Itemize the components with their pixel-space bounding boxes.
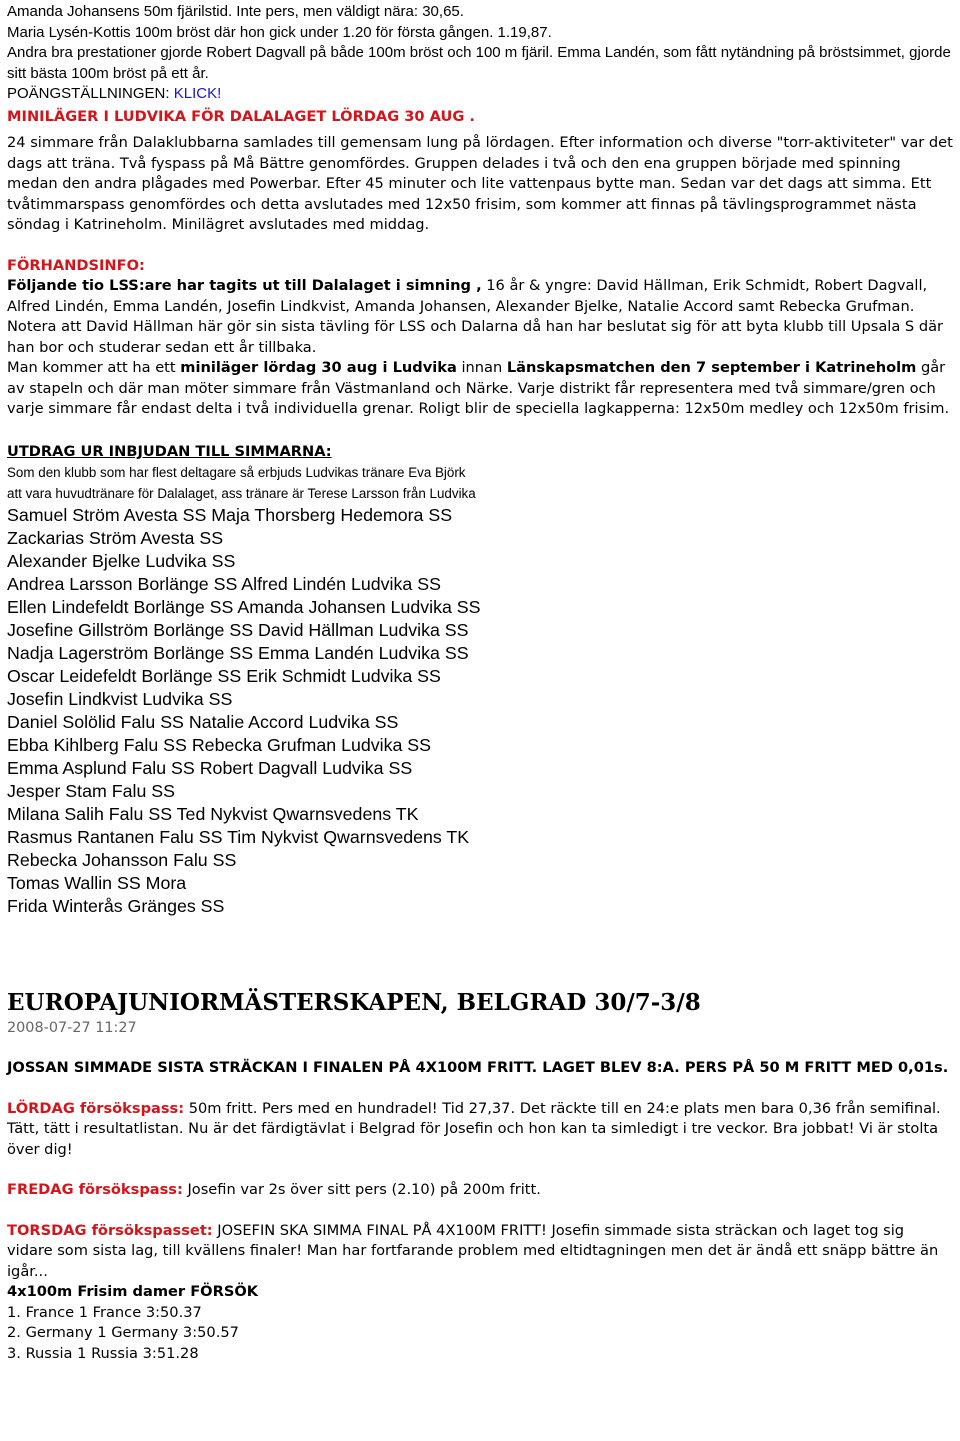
p3-d: går av stapeln och där man möter simmare från Västmanland och Närke. Varje distrikt får representera med två simmare/gren och varje simmare får endast delta i två individuella grenar. Roligt blir de speciella lagkapperna: 12x50m medley och 12x50m frisim. bbox=[7, 359, 950, 417]
result-row: 1. France 1 France 3:50.37 bbox=[7, 1303, 202, 1321]
spacer bbox=[7, 420, 953, 442]
fredag-label: FREDAG försökspass: bbox=[7, 1181, 183, 1198]
swimmer-entry: Tomas Wallin SS Mora bbox=[7, 873, 187, 893]
results-list bbox=[7, 1303, 953, 1365]
swimmer-entry: Oscar Leidefeldt Borlänge SS Erik Schmidt Ludvika SS bbox=[7, 666, 441, 686]
forhandsinfo-bold: Följande tio LSS:are har tagits ut till Dalalaget i simning , bbox=[7, 277, 482, 294]
swimmer-entry: Daniel Solölid Falu SS Natalie Accord Ludvika SS bbox=[7, 712, 399, 732]
swimmer-entry: Ebba Kihlberg Falu SS Rebecka Grufman Ludvika SS bbox=[7, 735, 432, 755]
lordag-label: LÖRDAG försökspass: bbox=[7, 1099, 185, 1117]
p3-bold-1: miniläger lördag 30 aug i Ludvika bbox=[180, 359, 457, 376]
spacer bbox=[7, 1038, 953, 1058]
spacer bbox=[7, 1160, 953, 1180]
lordag-text: 50m fritt. Pers med en hundradel! Tid 27,37. Det räckte till en 24:e plats men bara 0,36 från semifinal. Tätt, tätt i resultatlistan. Nu är det färdigtävlat i Belgrad för Josefin och hon kan ta simledigt i tre veckor. Bra jobbat! Vi är stolta över dig! bbox=[7, 1099, 941, 1158]
swimmer-entry: Milana Salih Falu SS Ted Nykvist Qwarnsvedens TK bbox=[7, 804, 419, 824]
utdrag-sentence-1: Som den klubb som har flest deltagare så erbjuds Ludvikas tränare Eva Björk bbox=[7, 465, 466, 480]
torsdag-label: TORSDAG försökspasset: bbox=[7, 1221, 213, 1239]
results-heading: 4x100m Frisim damer FÖRSÖK bbox=[7, 1283, 259, 1300]
swimmer-entry: Samuel Ström Avesta SS Maja Thorsberg Hedemora SS bbox=[7, 505, 453, 525]
swimmer-entry: Alexander Bjelke Ludvika SS bbox=[7, 551, 236, 571]
swimmer-entry: Ellen Lindefeldt Borlänge SS Amanda Johansen Ludvika SS bbox=[7, 597, 481, 617]
forhandsinfo-rest: 16 år & yngre: David Hällman, Erik Schmidt, Robert Dagvall, Alfred Lindén, Emma Landén, Josefin Lindkvist, Amanda Johansen, Alexander Bjelke, Natalie Accord samt Rebecka Grufman. bbox=[7, 277, 928, 315]
utdrag-heading: UTDRAG UR INBJUDAN TILL SIMMARNA: bbox=[7, 442, 332, 460]
fredag-paragraph bbox=[7, 1180, 953, 1201]
spacer bbox=[7, 1079, 953, 1099]
minilager-body: 24 simmare från Dalaklubbarna samlades till gemensam lung på lördagen. Efter information och diverse "torr-aktiviteter" var det dags att träna. Två fyspass på Må Bättre genomfördes. Gruppen delades i två och den ena gruppen började med spinning medan den andra plågades med Powerbar. Efter 45 minuter och lite vattenpaus bytte man. Sedan var det dags att simma. Ett tvåtimmarspass genomfördes och detta avslutades med 12x50 frisim, som kommer att finnas på tävlingsprogrammet nästa söndag i Katrineholm. Minilägret avslutades med middag. bbox=[7, 134, 953, 233]
swimmer-entry: Jesper Stam Falu SS bbox=[7, 781, 176, 801]
forhandsinfo-paragraph-3 bbox=[7, 358, 953, 420]
p3-a: Man kommer att ha ett bbox=[7, 359, 181, 376]
swimmer-list bbox=[7, 504, 953, 918]
result-row: 3. Russia 1 Russia 3:51.28 bbox=[7, 1344, 199, 1362]
article-lead: JOSSAN SIMMADE SISTA STRÄCKAN I FINALEN PÅ 4X100M FRITT. LAGET BLEV 8:A. PERS PÅ 50 M FRITT MED 0,01s. bbox=[7, 1059, 949, 1076]
swimmer-entry: Josefin Lindkvist Ludvika SS bbox=[7, 689, 233, 709]
torsdag-paragraph bbox=[7, 1221, 953, 1283]
minilager-heading: MINILÄGER I LUDVIKA FÖR DALALAGET LÖRDAG 30 AUG . bbox=[7, 107, 475, 125]
result-row: 2. Germany 1 Germany 3:50.57 bbox=[7, 1324, 239, 1341]
forhandsinfo-paragraph-2: Notera att David Hällman här gör sin sista tävling för LSS och Dalarna då han har beslutat sig för att byta klubb till Upsala S där han bor och studerar sedan ett år tillbaka. bbox=[7, 318, 944, 356]
intro-line-3: Andra bra prestationer gjorde Robert Dagvall på både 100m bröst och 100 m fjäril. Emma Landén, som fått nytändning på bröstsimmet, gjorde sitt bästa 100m bröst på ett år. bbox=[7, 44, 951, 82]
lordag-paragraph bbox=[7, 1099, 953, 1161]
points-link[interactable]: KLICK! bbox=[173, 85, 222, 102]
swimmer-entry: Emma Asplund Falu SS Robert Dagvall Ludvika SS bbox=[7, 758, 413, 778]
swimmer-entry: Zackarias Ström Avesta SS bbox=[7, 528, 224, 548]
fredag-text: Josefin var 2s över sitt pers (2.10) på 200m fritt. bbox=[182, 1181, 541, 1198]
swimmer-entry: Frida Winterås Gränges SS bbox=[7, 896, 225, 916]
p3-bold-2: Länskapsmatchen den 7 september i Katrineholm bbox=[506, 359, 917, 376]
swimmer-entry: Rasmus Rantanen Falu SS Tim Nykvist Qwarnsvedens TK bbox=[7, 827, 470, 847]
intro-line-2: Maria Lysén-Kottis 100m bröst där hon gick under 1.20 för första gången. 1.19,87. bbox=[7, 23, 552, 41]
article-date: 2008-07-27 11:27 bbox=[7, 1020, 137, 1036]
spacer bbox=[7, 1201, 953, 1221]
spacer bbox=[7, 236, 953, 256]
article-title: EUROPAJUNIORMÄSTERSKAPEN, BELGRAD 30/7-3/8 bbox=[7, 989, 701, 1016]
swimmer-entry: Nadja Lagerström Borlänge SS Emma Landén Ludvika SS bbox=[7, 643, 469, 663]
points-line bbox=[7, 84, 953, 105]
swimmer-entry: Rebecka Johansson Falu SS bbox=[7, 850, 237, 870]
forhandsinfo-heading: FÖRHANDSINFO: bbox=[7, 256, 145, 274]
spacer bbox=[7, 918, 953, 988]
p3-c: innan bbox=[456, 359, 507, 376]
swimmer-entry: Andrea Larsson Borlänge SS Alfred Lindén Ludvika SS bbox=[7, 574, 441, 594]
intro-line-1: Amanda Johansens 50m fjärilstid. Inte pers, men väldigt nära: 30,65. bbox=[7, 3, 464, 20]
torsdag-text: JOSEFIN SKA SIMMA FINAL PÅ 4X100M FRITT! Josefin simmade sista sträckan och laget tog sig vidare som sista lag, till kvällens finaler! Man har fortfarande problem med eltidtagningen men det är ändå ett snäpp bättre än igår... bbox=[7, 1221, 939, 1280]
points-label: POÄNGSTÄLLNINGEN: bbox=[7, 85, 174, 102]
utdrag-sentence-2: att vara huvudtränare för Dalalaget, ass tränare är Terese Larsson från Ludvika bbox=[7, 486, 476, 501]
swimmer-entry: Josefine Gillström Borlänge SS David Hällman Ludvika SS bbox=[7, 620, 469, 640]
forhandsinfo-paragraph-1 bbox=[7, 276, 953, 317]
